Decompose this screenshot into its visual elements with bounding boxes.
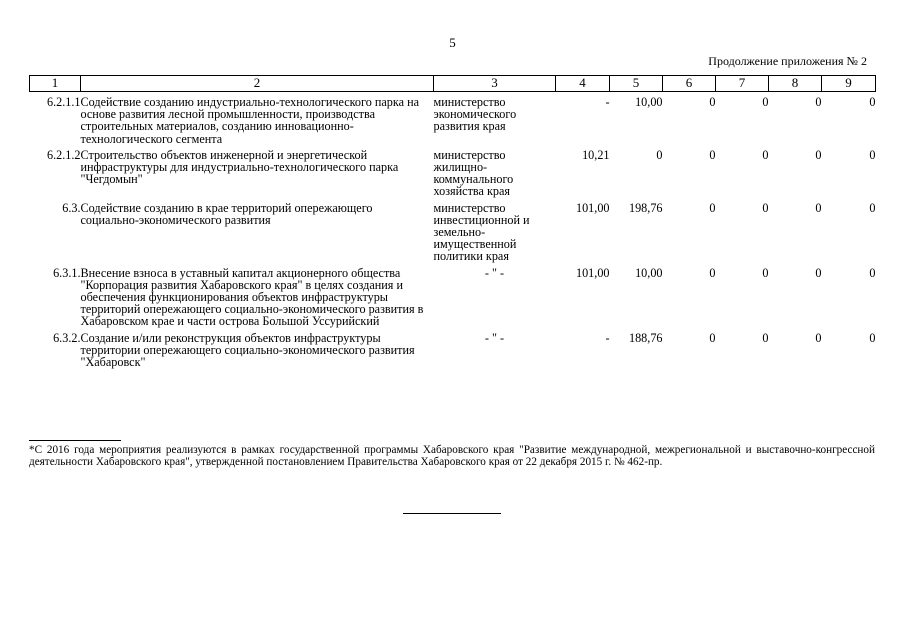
value-cell: 0	[762, 265, 769, 280]
row-number: 6.2.1.2	[46, 147, 81, 162]
row-number: 6.2.1.1	[46, 95, 81, 109]
footnote-divider	[29, 440, 121, 441]
table-header-row	[30, 76, 876, 92]
value-cell: -	[605, 330, 610, 345]
value-cell: 0	[709, 200, 716, 215]
row-executor: - " -	[484, 265, 505, 280]
row-description: Содействие созданию в крае территорий опережающего социально-экономического развития	[80, 200, 373, 227]
value-cell: 0	[709, 265, 716, 280]
value-cell: 0	[656, 147, 663, 162]
column-header: 9	[822, 76, 876, 92]
row-executor: министерство жилищно-коммунального хозяйства края	[433, 147, 514, 199]
column-header: 8	[769, 76, 822, 92]
value-cell: 10,21	[582, 147, 610, 162]
value-cell: 0	[815, 200, 822, 215]
table-row	[30, 267, 876, 332]
row-executor: министерство инвестиционной и земельно-имущественной политики края	[433, 200, 530, 264]
row-description: Создание и/или реконструкция объектов инфраструктуры территории опережающего социально-экономического развития "Хабаровск"	[80, 330, 415, 370]
value-cell: 0	[762, 200, 769, 215]
column-header: 3	[434, 76, 556, 92]
appendix-table	[29, 75, 876, 368]
value-cell: 0	[869, 200, 876, 215]
column-header: 1	[30, 76, 81, 92]
row-executor: - " -	[484, 330, 505, 345]
value-cell: 0	[869, 265, 876, 280]
value-cell: 0	[709, 95, 716, 109]
table-row	[30, 202, 876, 267]
value-cell: 0	[709, 147, 716, 162]
value-cell: 198,76	[628, 200, 663, 215]
value-cell: 101,00	[575, 265, 610, 280]
row-description: Содействие созданию индустриально-технологического парка на основе развития лесной промышленности, производства строительных материалов, созданию инновационно-технологического сегмента	[80, 95, 419, 146]
column-header: 6	[663, 76, 716, 92]
value-cell: 0	[869, 95, 876, 109]
value-cell: 101,00	[575, 200, 610, 215]
table-row	[30, 149, 876, 202]
row-executor: министерство экономического развития края	[433, 95, 517, 134]
value-cell: 0	[815, 265, 822, 280]
end-divider	[403, 513, 501, 514]
footnote-text: *С 2016 года мероприятия реализуются в рамках государственной программы Хабаровского края "Развитие международной, межрегиональной и выставочно-конгрессной деятельности Хабаровского края", утвержденной постановлением Правительства Хабаровского края от 22 декабря 2015 г. № 462-пр.	[29, 444, 875, 468]
column-header: 7	[716, 76, 769, 92]
value-cell: 0	[762, 330, 769, 345]
value-cell: 0	[869, 330, 876, 345]
table-row	[30, 332, 876, 369]
column-header: 2	[81, 76, 434, 92]
value-cell: 0	[815, 95, 822, 109]
value-cell: 188,76	[628, 330, 663, 345]
value-cell: -	[605, 95, 610, 109]
value-cell: 10,00	[635, 265, 663, 280]
continuation-label: Продолжение приложения № 2	[708, 54, 867, 68]
value-cell: 0	[815, 330, 822, 345]
value-cell: 10,00	[635, 95, 663, 109]
column-header: 5	[610, 76, 663, 92]
page-number: 5	[449, 35, 456, 50]
column-header: 4	[556, 76, 610, 92]
value-cell: 0	[815, 147, 822, 162]
table-row	[30, 92, 876, 149]
value-cell: 0	[709, 330, 716, 345]
value-cell: 0	[762, 147, 769, 162]
row-number: 6.3.	[62, 200, 81, 215]
value-cell: 0	[762, 95, 769, 109]
row-description: Строительство объектов инженерной и энергетической инфраструктуры для индустриально-технологического парка "Чегдомын"	[80, 147, 399, 187]
row-description: Внесение взноса в уставный капитал акционерного общества "Корпорация развития Хабаровского края" в целях создания и обеспечения функционирования объектов инфраструктуры территорий опережающего социально-экономического развития в Хабаровском крае и части острова Большой Уссурийский	[80, 265, 424, 329]
value-cell: 0	[869, 147, 876, 162]
row-number: 6.3.2.	[53, 330, 81, 345]
row-number: 6.3.1.	[53, 265, 81, 280]
